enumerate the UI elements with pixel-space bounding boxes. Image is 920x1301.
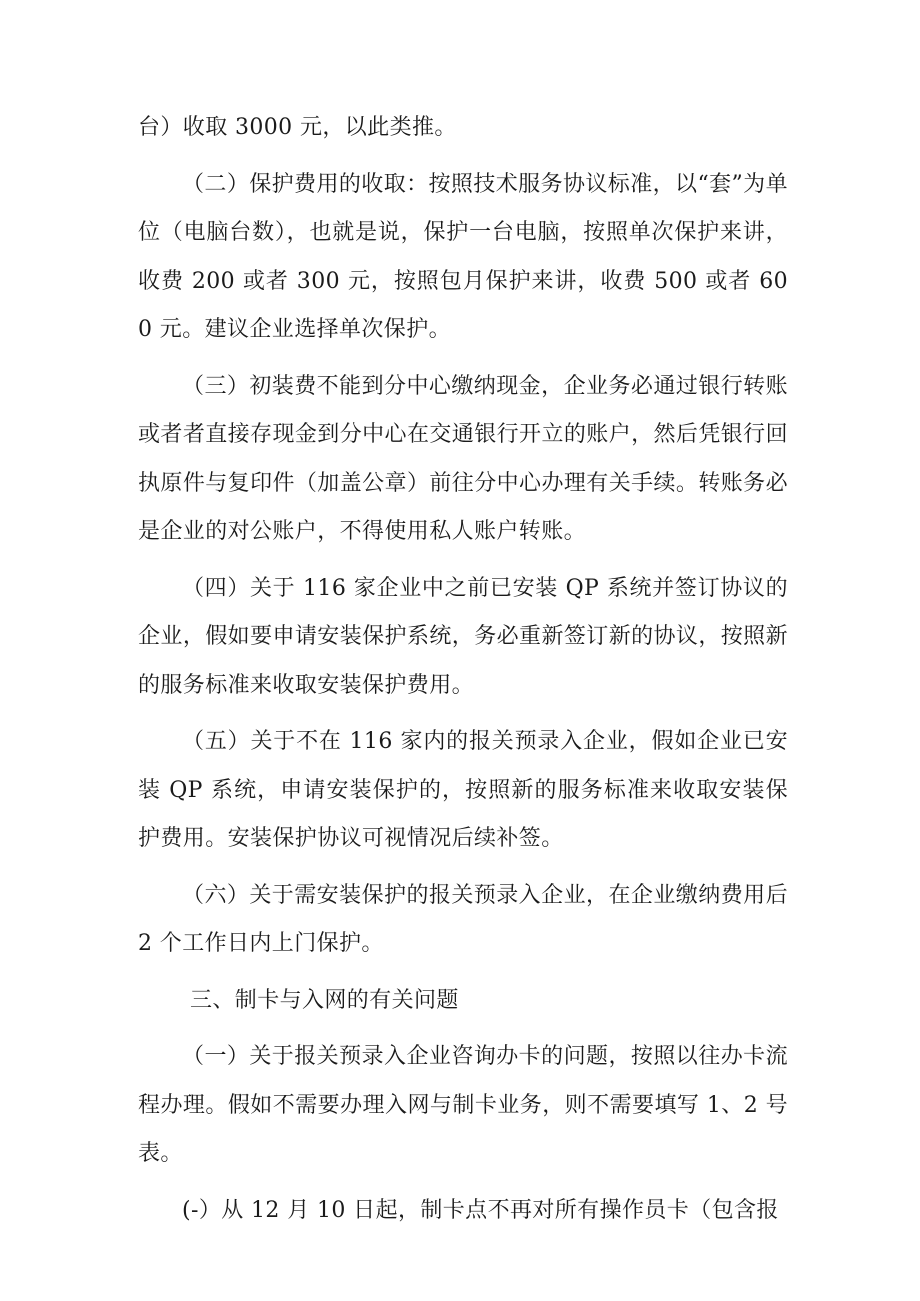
paragraph-existing-enterprises: （四）关于 116 家企业中之前已安装 QP 系统并签订协议的企业，假如要申请安装保护系统，务必重新签订新的协议，按照新的服务标准来收取安装保护费用。 (138, 575, 788, 698)
paragraph-service-timing: （六）关于需安装保护的报关预录入企业，在企业缴纳费用后 2 个工作日内上门保护。 (138, 882, 788, 956)
document-body (138, 104, 788, 1235)
paragraph-fee-continuation: 台）收取 3000 元，以此类推。 (138, 115, 457, 140)
paragraph-protection-fee: （二）保护费用的收取：按照技术服务协议标准，以“套”为单位（电脑台数），也就是说，保护一台电脑，按照单次保护来讲，收费 200 或者 300 元，按照包月保护来讲，收费 500 或者 600 元。建议企业选择单次保护。 (138, 171, 788, 342)
paragraph-other-enterprises: （五）关于不在 116 家内的报关预录入企业，假如企业已安装 QP 系统，申请安装保护的，按照新的服务标准来收取安装保护费用。安装保护协议可视情况后续补签。 (138, 729, 788, 851)
paragraph-installation-payment: （三）初装费不能到分中心缴纳现金，企业务必通过银行转账或者者直接存现金到分中心在交通银行开立的账户，然后凭银行回执原件与复印件（加盖公章）前往分中心办理有关手续。转账务必是企业的对公账户，不得使用私人账户转账。 (138, 373, 788, 544)
paragraph-card-consultation: （一）关于报关预录入企业咨询办卡的问题，按照以往办卡流程办理。假如不需要办理入网与制卡业务，则不需要填写 1、2 号表。 (138, 1044, 788, 1166)
paragraph-card-date-change: (-）从 12 月 10 日起，制卡点不再对所有操作员卡（包含报 (182, 1197, 779, 1223)
section-heading-card-network: 三、制卡与入网的有关问题 (190, 987, 459, 1013)
